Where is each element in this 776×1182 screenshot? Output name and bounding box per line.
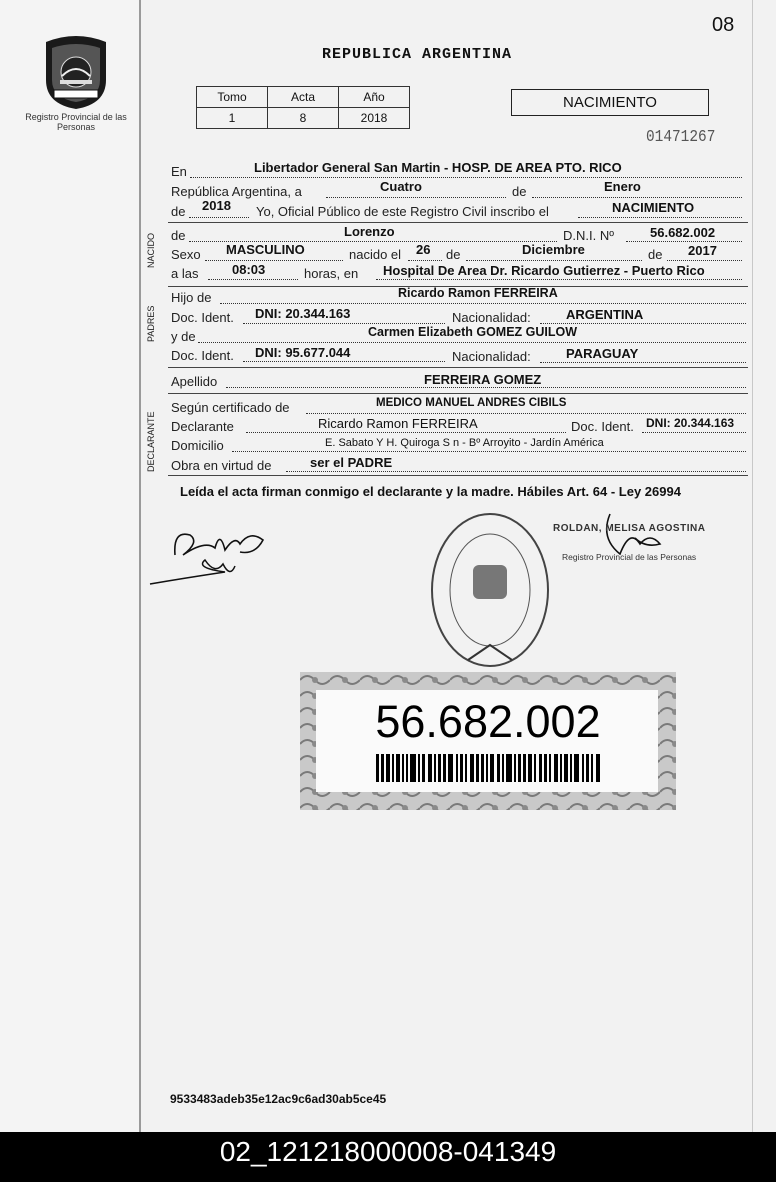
surname-value: FERREIRA GOMEZ <box>424 372 542 387</box>
place-value: Libertador General San Martin - HOSP. DE AREA PTO. RICO <box>254 160 622 175</box>
province-emblem <box>40 34 112 110</box>
barcode-bar <box>502 754 504 782</box>
dotted-line <box>626 241 742 242</box>
barcode-number: 56.682.002 <box>375 696 601 747</box>
footer-code: 02_121218000008-041349 <box>219 1136 557 1167</box>
barcode-bar <box>428 754 432 782</box>
table-cell: 8 <box>268 108 339 129</box>
nacionalidad-label: Nacionalidad: <box>452 349 531 364</box>
barcode-bar <box>574 754 579 782</box>
domicilio-label: Domicilio <box>171 438 224 453</box>
obra-value: ser el PADRE <box>310 455 393 470</box>
dotted-line <box>198 342 746 343</box>
mother-nationality: PARAGUAY <box>566 346 639 361</box>
de-label: de <box>512 184 527 199</box>
barcode-bar <box>418 754 420 782</box>
de-label: de <box>171 228 186 243</box>
barcode-bar <box>554 754 558 782</box>
barcode-bar <box>596 754 600 782</box>
dotted-line <box>243 361 445 362</box>
birth-time: 08:03 <box>232 262 266 277</box>
barcode-bar <box>570 754 572 782</box>
dotted-line <box>220 303 746 304</box>
doc-ident-label: Doc. Ident. <box>571 419 634 434</box>
republica-label: República Argentina, a <box>171 184 302 199</box>
sexo-label: Sexo <box>171 247 201 262</box>
barcode-bar <box>376 754 379 782</box>
dotted-line <box>243 323 445 324</box>
barcode-bar <box>381 754 383 782</box>
barcode-bar <box>506 754 511 782</box>
en-label: En <box>171 164 187 179</box>
barcode-bar <box>534 754 536 782</box>
barcode-bar <box>465 754 467 782</box>
registry-caption: Registro Provincial de las Personas <box>25 112 127 132</box>
dotted-line <box>286 471 746 472</box>
table-cell: 1 <box>197 108 268 129</box>
dotted-line <box>246 432 566 433</box>
certificate-value: MEDICO MANUEL ANDRES CIBILS <box>376 397 567 409</box>
section-tag-nacido: NACIDO <box>146 232 156 268</box>
father-doc: DNI: 20.344.163 <box>255 306 351 321</box>
dotted-line <box>540 362 746 363</box>
dotted-line <box>408 260 442 261</box>
section-divider <box>168 475 748 476</box>
dotted-line <box>232 451 746 452</box>
barcode-label <box>300 672 676 810</box>
dotted-line <box>326 197 506 198</box>
month-value: Enero <box>604 179 641 194</box>
barcode-bar <box>410 754 415 782</box>
barcode-bar <box>523 754 525 782</box>
hijo-label: Hijo de <box>171 290 212 305</box>
doc-ident-label: Doc. Ident. <box>171 310 234 325</box>
closing-text: Leída el acta firman conmigo el declarante y la madre. Hábiles Art. 64 - Ley 26994 <box>180 484 681 499</box>
page-number: 08 <box>712 14 735 36</box>
barcode-bar <box>560 754 562 782</box>
table-header: Acta <box>268 87 339 108</box>
barcode-bar <box>539 754 542 782</box>
barcode-bar <box>392 754 394 782</box>
barcode-bar <box>514 754 516 782</box>
barcode-bar <box>438 754 440 782</box>
de-label: de <box>171 204 186 219</box>
table-header: Año <box>339 87 410 108</box>
father-nationality: ARGENTINA <box>566 307 644 322</box>
section-divider <box>168 222 748 223</box>
nacionalidad-label: Nacionalidad: <box>452 310 531 325</box>
barcode <box>376 754 602 782</box>
nacido-el-label: nacido el <box>349 247 402 262</box>
apellido-label: Apellido <box>171 374 218 389</box>
de-label: de <box>648 247 663 262</box>
dotted-line <box>226 387 746 388</box>
birth-day: 26 <box>416 242 431 257</box>
declarant-doc: DNI: 20.344.163 <box>646 416 735 430</box>
barcode-bar <box>549 754 551 782</box>
table-cell: 2018 <box>339 108 410 129</box>
barcode-bar <box>460 754 463 782</box>
dotted-line <box>190 177 742 178</box>
document-hash: 9533483adeb35e12ac9c6ad30ab5ce45 <box>170 1092 387 1106</box>
child-dni: 56.682.002 <box>650 225 716 240</box>
barcode-bar <box>528 754 532 782</box>
registrar-text: Yo, Oficial Público de este Registro Civil inscribo el <box>256 204 549 219</box>
barcode-bar <box>481 754 483 782</box>
certificado-label: Según certificado de <box>171 400 290 415</box>
barcode-bar <box>497 754 500 782</box>
table-header: Tomo <box>197 87 268 108</box>
left-margin <box>0 0 140 1132</box>
father-name: Ricardo Ramon FERREIRA <box>398 286 558 300</box>
dotted-line <box>642 432 746 433</box>
barcode-bar <box>544 754 547 782</box>
officer-registry: Registro Provincial de las Personas <box>562 552 697 562</box>
margin-line <box>139 0 141 1132</box>
dotted-line <box>466 260 642 261</box>
official-stamp <box>428 510 552 670</box>
officer-name: ROLDAN, MELISA AGOSTINA <box>553 523 706 534</box>
doc-ident-label: Doc. Ident. <box>171 348 234 363</box>
sex-value: MASCULINO <box>226 242 305 257</box>
declarant-name: Ricardo Ramon FERREIRA <box>318 416 478 431</box>
horas-label: horas, en <box>304 266 359 281</box>
barcode-bar <box>386 754 390 782</box>
barcode-bar <box>582 754 584 782</box>
barcode-bar <box>591 754 593 782</box>
barcode-bar <box>443 754 446 782</box>
day-value: Cuatro <box>380 179 422 194</box>
dotted-line <box>189 217 249 218</box>
right-edge-line <box>752 0 753 1132</box>
dotted-line <box>667 260 742 261</box>
barcode-bar <box>396 754 399 782</box>
address-value: E. Sabato Y H. Quiroga S n - Bº Arroyito - Jardín América <box>325 437 604 449</box>
dotted-line <box>532 197 742 198</box>
barcode-bar <box>434 754 436 782</box>
barcode-bar <box>476 754 479 782</box>
dotted-line <box>208 279 298 280</box>
page-title: REPUBLICA ARGENTINA <box>322 46 513 63</box>
dotted-line <box>306 413 746 414</box>
section-divider <box>168 393 748 394</box>
year-value: 2018 <box>202 198 231 213</box>
section-divider <box>168 367 748 368</box>
registry-table <box>196 86 410 129</box>
section-tag-declarante: DECLARANTE <box>146 411 156 472</box>
y-de-label: y de <box>171 329 196 344</box>
mother-doc: DNI: 95.677.044 <box>255 345 351 360</box>
barcode-bar <box>470 754 474 782</box>
a-las-label: a las <box>171 266 199 281</box>
barcode-bar <box>456 754 458 782</box>
child-name: Lorenzo <box>344 224 395 239</box>
barcode-bar <box>586 754 589 782</box>
barcode-bar <box>406 754 408 782</box>
barcode-bar <box>518 754 521 782</box>
dotted-line <box>376 279 742 280</box>
dotted-line <box>205 260 343 261</box>
barcode-bar <box>448 754 453 782</box>
birth-year: 2017 <box>688 243 717 258</box>
section-tag-padres: PADRES <box>146 305 156 342</box>
serial-number: 01471267 <box>646 128 716 147</box>
dotted-line <box>578 217 742 218</box>
mother-name: Carmen Elizabeth GOMEZ GUILOW <box>368 325 578 339</box>
footer-bar <box>0 1132 776 1182</box>
declarante-label: Declarante <box>171 419 234 434</box>
dotted-line <box>540 323 746 324</box>
de-label: de <box>446 247 461 262</box>
barcode-bar <box>486 754 488 782</box>
birth-month: Diciembre <box>522 242 585 257</box>
obra-label: Obra en virtud de <box>171 458 272 473</box>
barcode-bar <box>490 754 494 782</box>
barcode-bar <box>402 754 404 782</box>
act-type-value: NACIMIENTO <box>612 200 695 215</box>
declarant-signature <box>145 520 275 590</box>
dni-label: D.N.I. Nº <box>563 228 614 243</box>
barcode-bar <box>564 754 567 782</box>
hospital-value: Hospital De Area Dr. Ricardo Gutierrez - Puerto Rico <box>383 263 705 278</box>
document-type-box: NACIMIENTO <box>511 89 709 116</box>
barcode-bar <box>422 754 425 782</box>
